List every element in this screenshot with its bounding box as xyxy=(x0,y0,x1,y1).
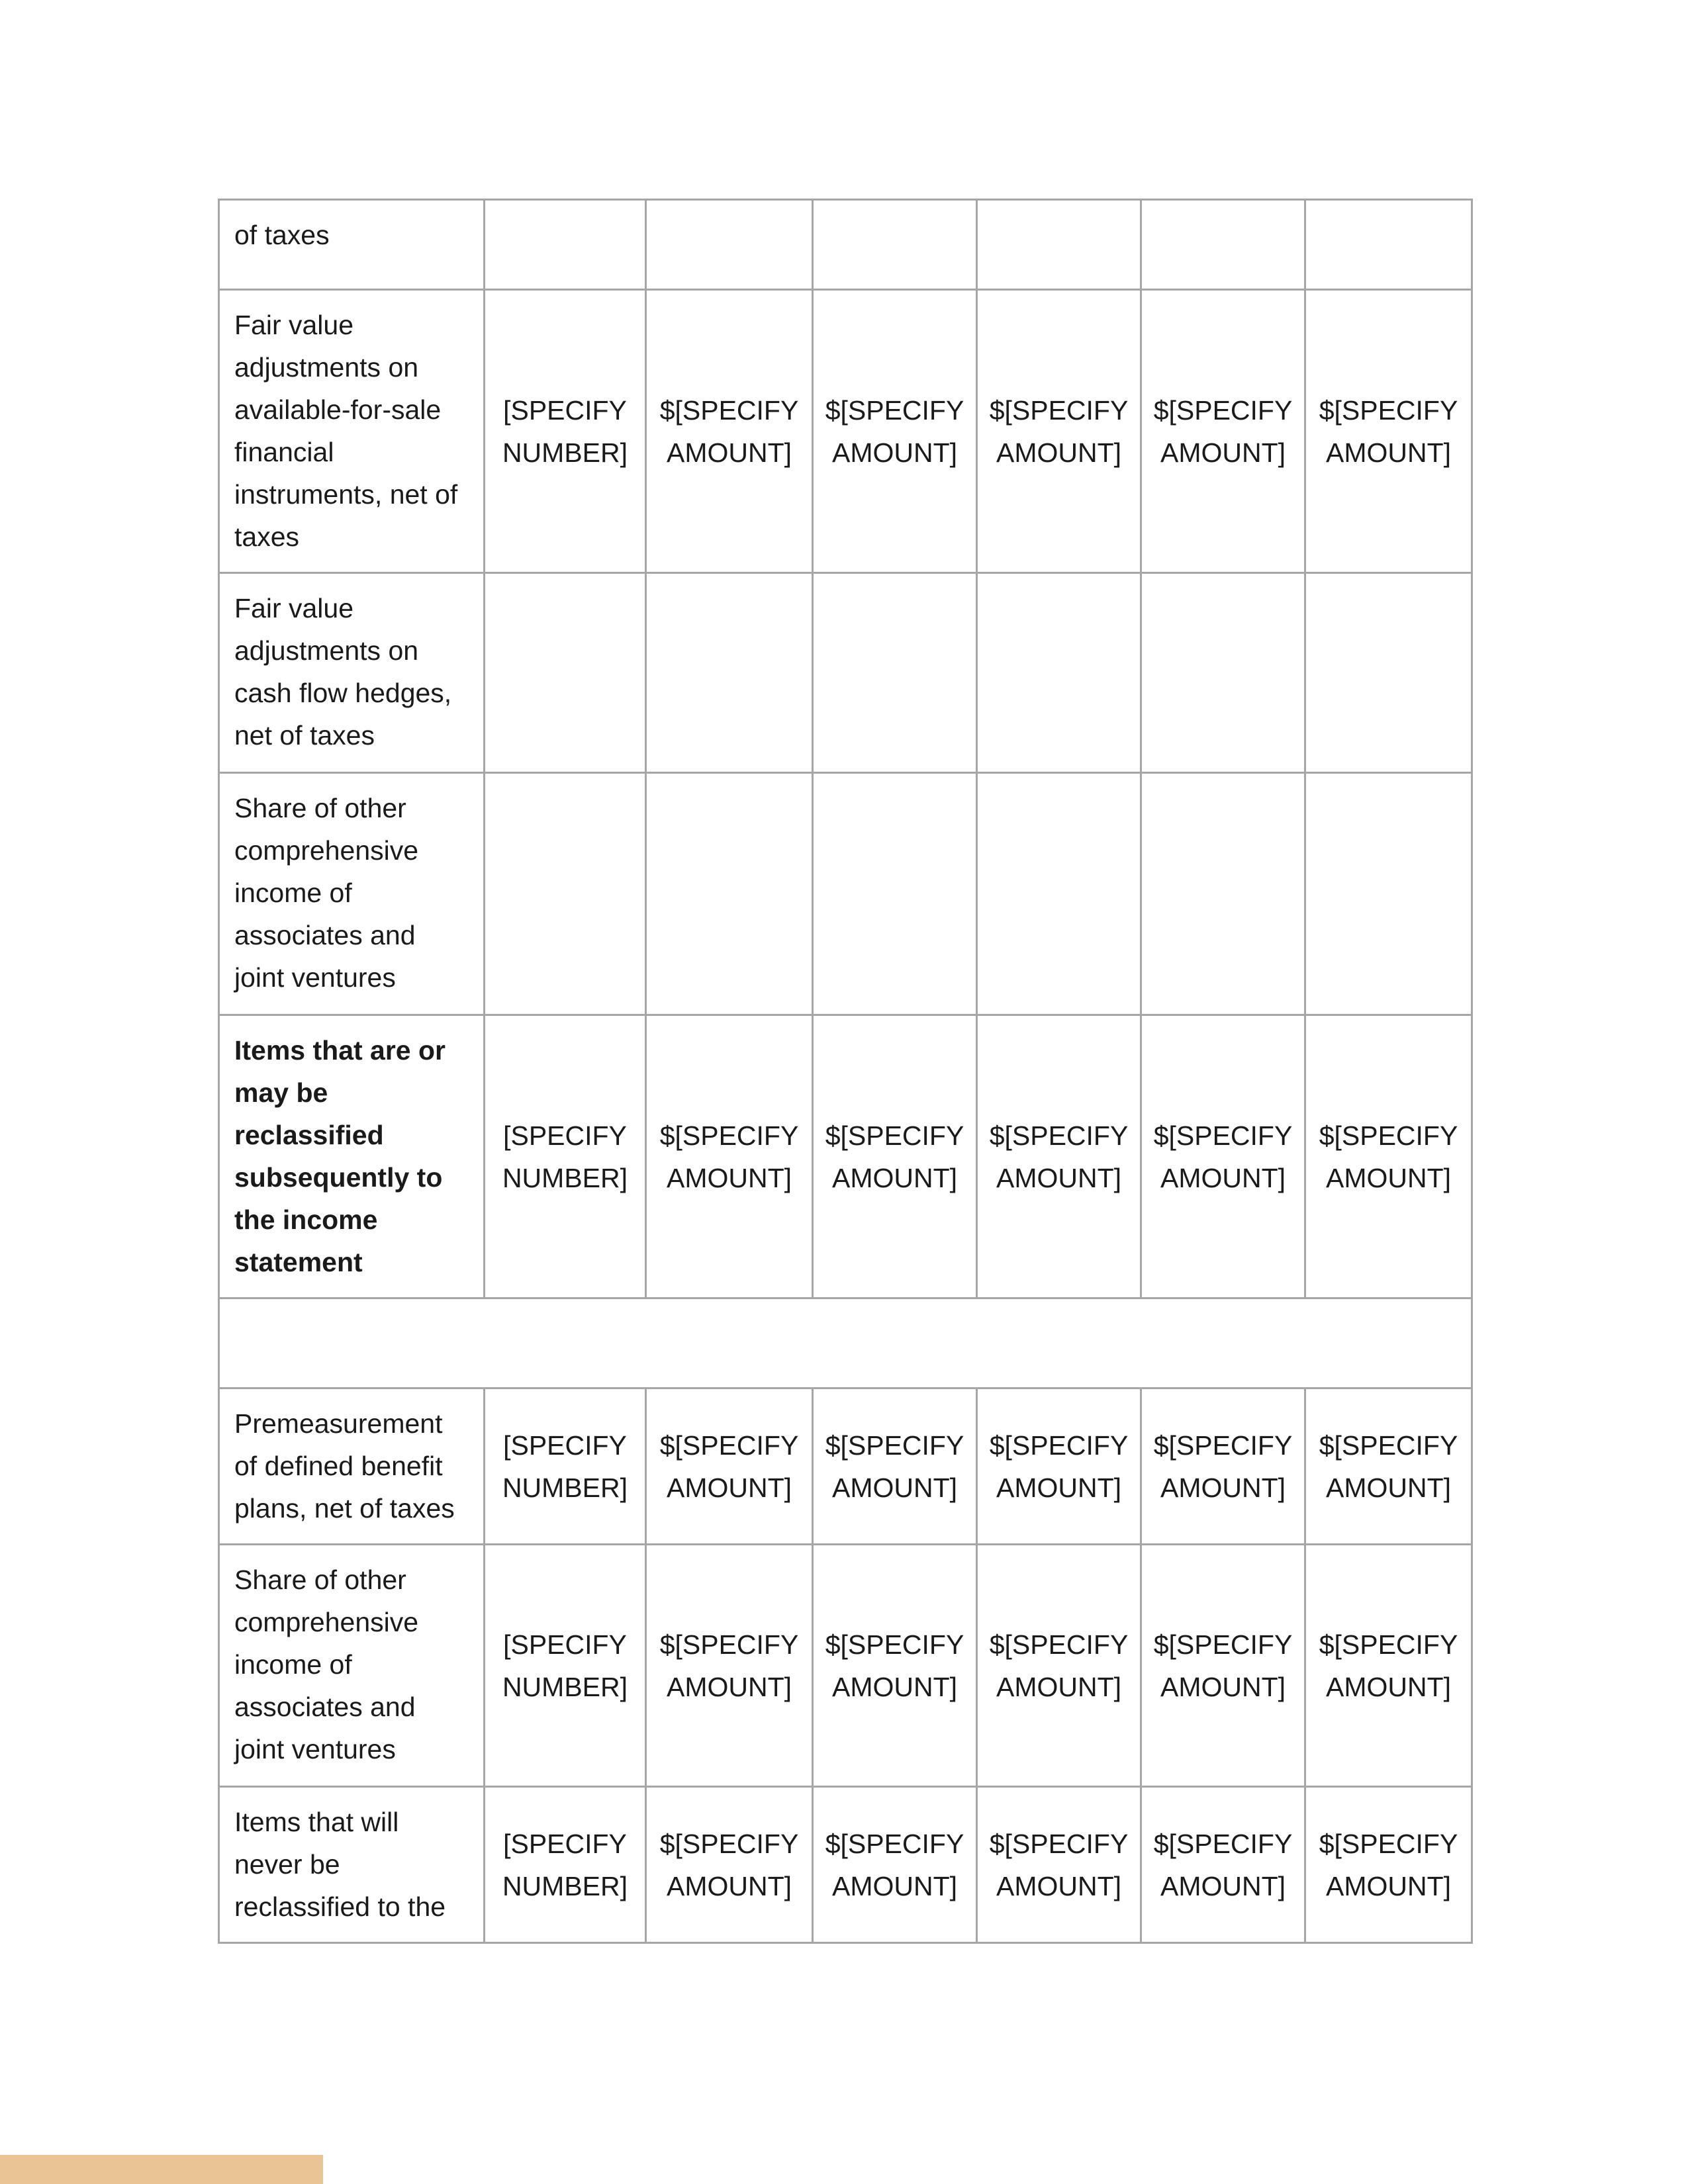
number-cell xyxy=(485,290,646,573)
cell-value: $[SPECIFY AMOUNT] xyxy=(1153,1629,1293,1702)
cell-value: $[SPECIFY AMOUNT] xyxy=(1319,1120,1458,1193)
amount-cell xyxy=(1305,290,1472,573)
amount-cell xyxy=(1141,1545,1305,1787)
number-cell xyxy=(485,1388,646,1545)
amount-cell xyxy=(1305,1787,1472,1943)
table-row xyxy=(219,200,1472,290)
amount-cell xyxy=(1305,773,1472,1015)
cell-value: $[SPECIFY AMOUNT] xyxy=(659,1430,799,1503)
amount-cell xyxy=(1141,1787,1305,1943)
cell-value: $[SPECIFY AMOUNT] xyxy=(989,1828,1129,1901)
cell-value: [SPECIFY NUMBER] xyxy=(502,1120,628,1193)
cell-value: $[SPECIFY AMOUNT] xyxy=(659,1629,799,1702)
table-row xyxy=(219,1388,1472,1545)
cell-value: $[SPECIFY AMOUNT] xyxy=(1153,1430,1293,1503)
amount-cell xyxy=(1141,773,1305,1015)
cell-value: $[SPECIFY AMOUNT] xyxy=(825,394,964,468)
amount-cell xyxy=(813,773,977,1015)
spacer-cell xyxy=(219,1298,1472,1388)
cell-value: $[SPECIFY AMOUNT] xyxy=(1319,394,1458,468)
financial-table xyxy=(218,199,1473,1944)
number-cell xyxy=(485,1015,646,1298)
amount-cell xyxy=(646,573,813,773)
amount-cell xyxy=(813,1787,977,1943)
number-cell xyxy=(485,1545,646,1787)
number-cell xyxy=(485,200,646,290)
amount-cell xyxy=(1305,200,1472,290)
cell-value: [SPECIFY NUMBER] xyxy=(502,394,628,468)
number-cell xyxy=(485,573,646,773)
table-row xyxy=(219,1545,1472,1787)
cell-value: [SPECIFY NUMBER] xyxy=(502,1828,628,1901)
cell-value: [SPECIFY NUMBER] xyxy=(502,1629,628,1702)
table-row xyxy=(219,1787,1472,1943)
amount-cell xyxy=(813,290,977,573)
cell-value: $[SPECIFY AMOUNT] xyxy=(825,1629,964,1702)
row-label: Share of other comprehensive income of associates and joint ventures xyxy=(219,773,485,1015)
cell-value: $[SPECIFY AMOUNT] xyxy=(825,1430,964,1503)
amount-cell xyxy=(977,200,1141,290)
row-label: Share of other comprehensive income of associates and joint ventures xyxy=(219,1545,485,1787)
amount-cell xyxy=(1305,1015,1472,1298)
amount-cell xyxy=(1141,1015,1305,1298)
cell-value: $[SPECIFY AMOUNT] xyxy=(825,1828,964,1901)
cell-value: $[SPECIFY AMOUNT] xyxy=(989,394,1129,468)
table-row xyxy=(219,773,1472,1015)
amount-cell xyxy=(646,290,813,573)
amount-cell xyxy=(646,773,813,1015)
cell-value: $[SPECIFY AMOUNT] xyxy=(1319,1828,1458,1901)
amount-cell xyxy=(977,1388,1141,1545)
amount-cell xyxy=(813,573,977,773)
cell-value: $[SPECIFY AMOUNT] xyxy=(659,1828,799,1901)
amount-cell xyxy=(1141,200,1305,290)
cell-value: $[SPECIFY AMOUNT] xyxy=(1319,1430,1458,1503)
amount-cell xyxy=(646,1015,813,1298)
cell-value: $[SPECIFY AMOUNT] xyxy=(659,394,799,468)
table-body xyxy=(219,200,1472,1943)
row-label: of taxes xyxy=(219,200,485,290)
amount-cell xyxy=(646,1787,813,1943)
amount-cell xyxy=(1305,1545,1472,1787)
amount-cell xyxy=(813,200,977,290)
cell-value: $[SPECIFY AMOUNT] xyxy=(1153,394,1293,468)
amount-cell xyxy=(977,290,1141,573)
cell-value: $[SPECIFY AMOUNT] xyxy=(1153,1120,1293,1193)
amount-cell xyxy=(646,200,813,290)
table-row xyxy=(219,1298,1472,1388)
cell-value: $[SPECIFY AMOUNT] xyxy=(659,1120,799,1193)
amount-cell xyxy=(813,1015,977,1298)
cell-value: $[SPECIFY AMOUNT] xyxy=(989,1629,1129,1702)
cell-value: $[SPECIFY AMOUNT] xyxy=(989,1430,1129,1503)
amount-cell xyxy=(646,1545,813,1787)
row-label: Items that are or may be reclassified subsequently to the income statement xyxy=(219,1015,485,1298)
table-row xyxy=(219,1015,1472,1298)
amount-cell xyxy=(1141,573,1305,773)
amount-cell xyxy=(1305,573,1472,773)
amount-cell xyxy=(977,1015,1141,1298)
footer-accent-bar xyxy=(0,2155,323,2184)
amount-cell xyxy=(813,1388,977,1545)
amount-cell xyxy=(977,573,1141,773)
amount-cell xyxy=(977,1787,1141,1943)
cell-value: [SPECIFY NUMBER] xyxy=(502,1430,628,1503)
number-cell xyxy=(485,1787,646,1943)
amount-cell xyxy=(1141,1388,1305,1545)
amount-cell xyxy=(1305,1388,1472,1545)
table-row xyxy=(219,573,1472,773)
amount-cell xyxy=(977,1545,1141,1787)
row-label: Premeasurement of defined benefit plans, net of taxes xyxy=(219,1388,485,1545)
row-label: Items that will never be reclassified to the xyxy=(219,1787,485,1943)
table-row xyxy=(219,290,1472,573)
amount-cell xyxy=(1141,290,1305,573)
cell-value: $[SPECIFY AMOUNT] xyxy=(1319,1629,1458,1702)
cell-value: $[SPECIFY AMOUNT] xyxy=(989,1120,1129,1193)
amount-cell xyxy=(977,773,1141,1015)
cell-value: $[SPECIFY AMOUNT] xyxy=(1153,1828,1293,1901)
row-label: Fair value adjustments on cash flow hedges, net of taxes xyxy=(219,573,485,773)
amount-cell xyxy=(813,1545,977,1787)
number-cell xyxy=(485,773,646,1015)
row-label: Fair value adjustments on available-for-sale financial instruments, net of taxes xyxy=(219,290,485,573)
cell-value: $[SPECIFY AMOUNT] xyxy=(825,1120,964,1193)
amount-cell xyxy=(646,1388,813,1545)
